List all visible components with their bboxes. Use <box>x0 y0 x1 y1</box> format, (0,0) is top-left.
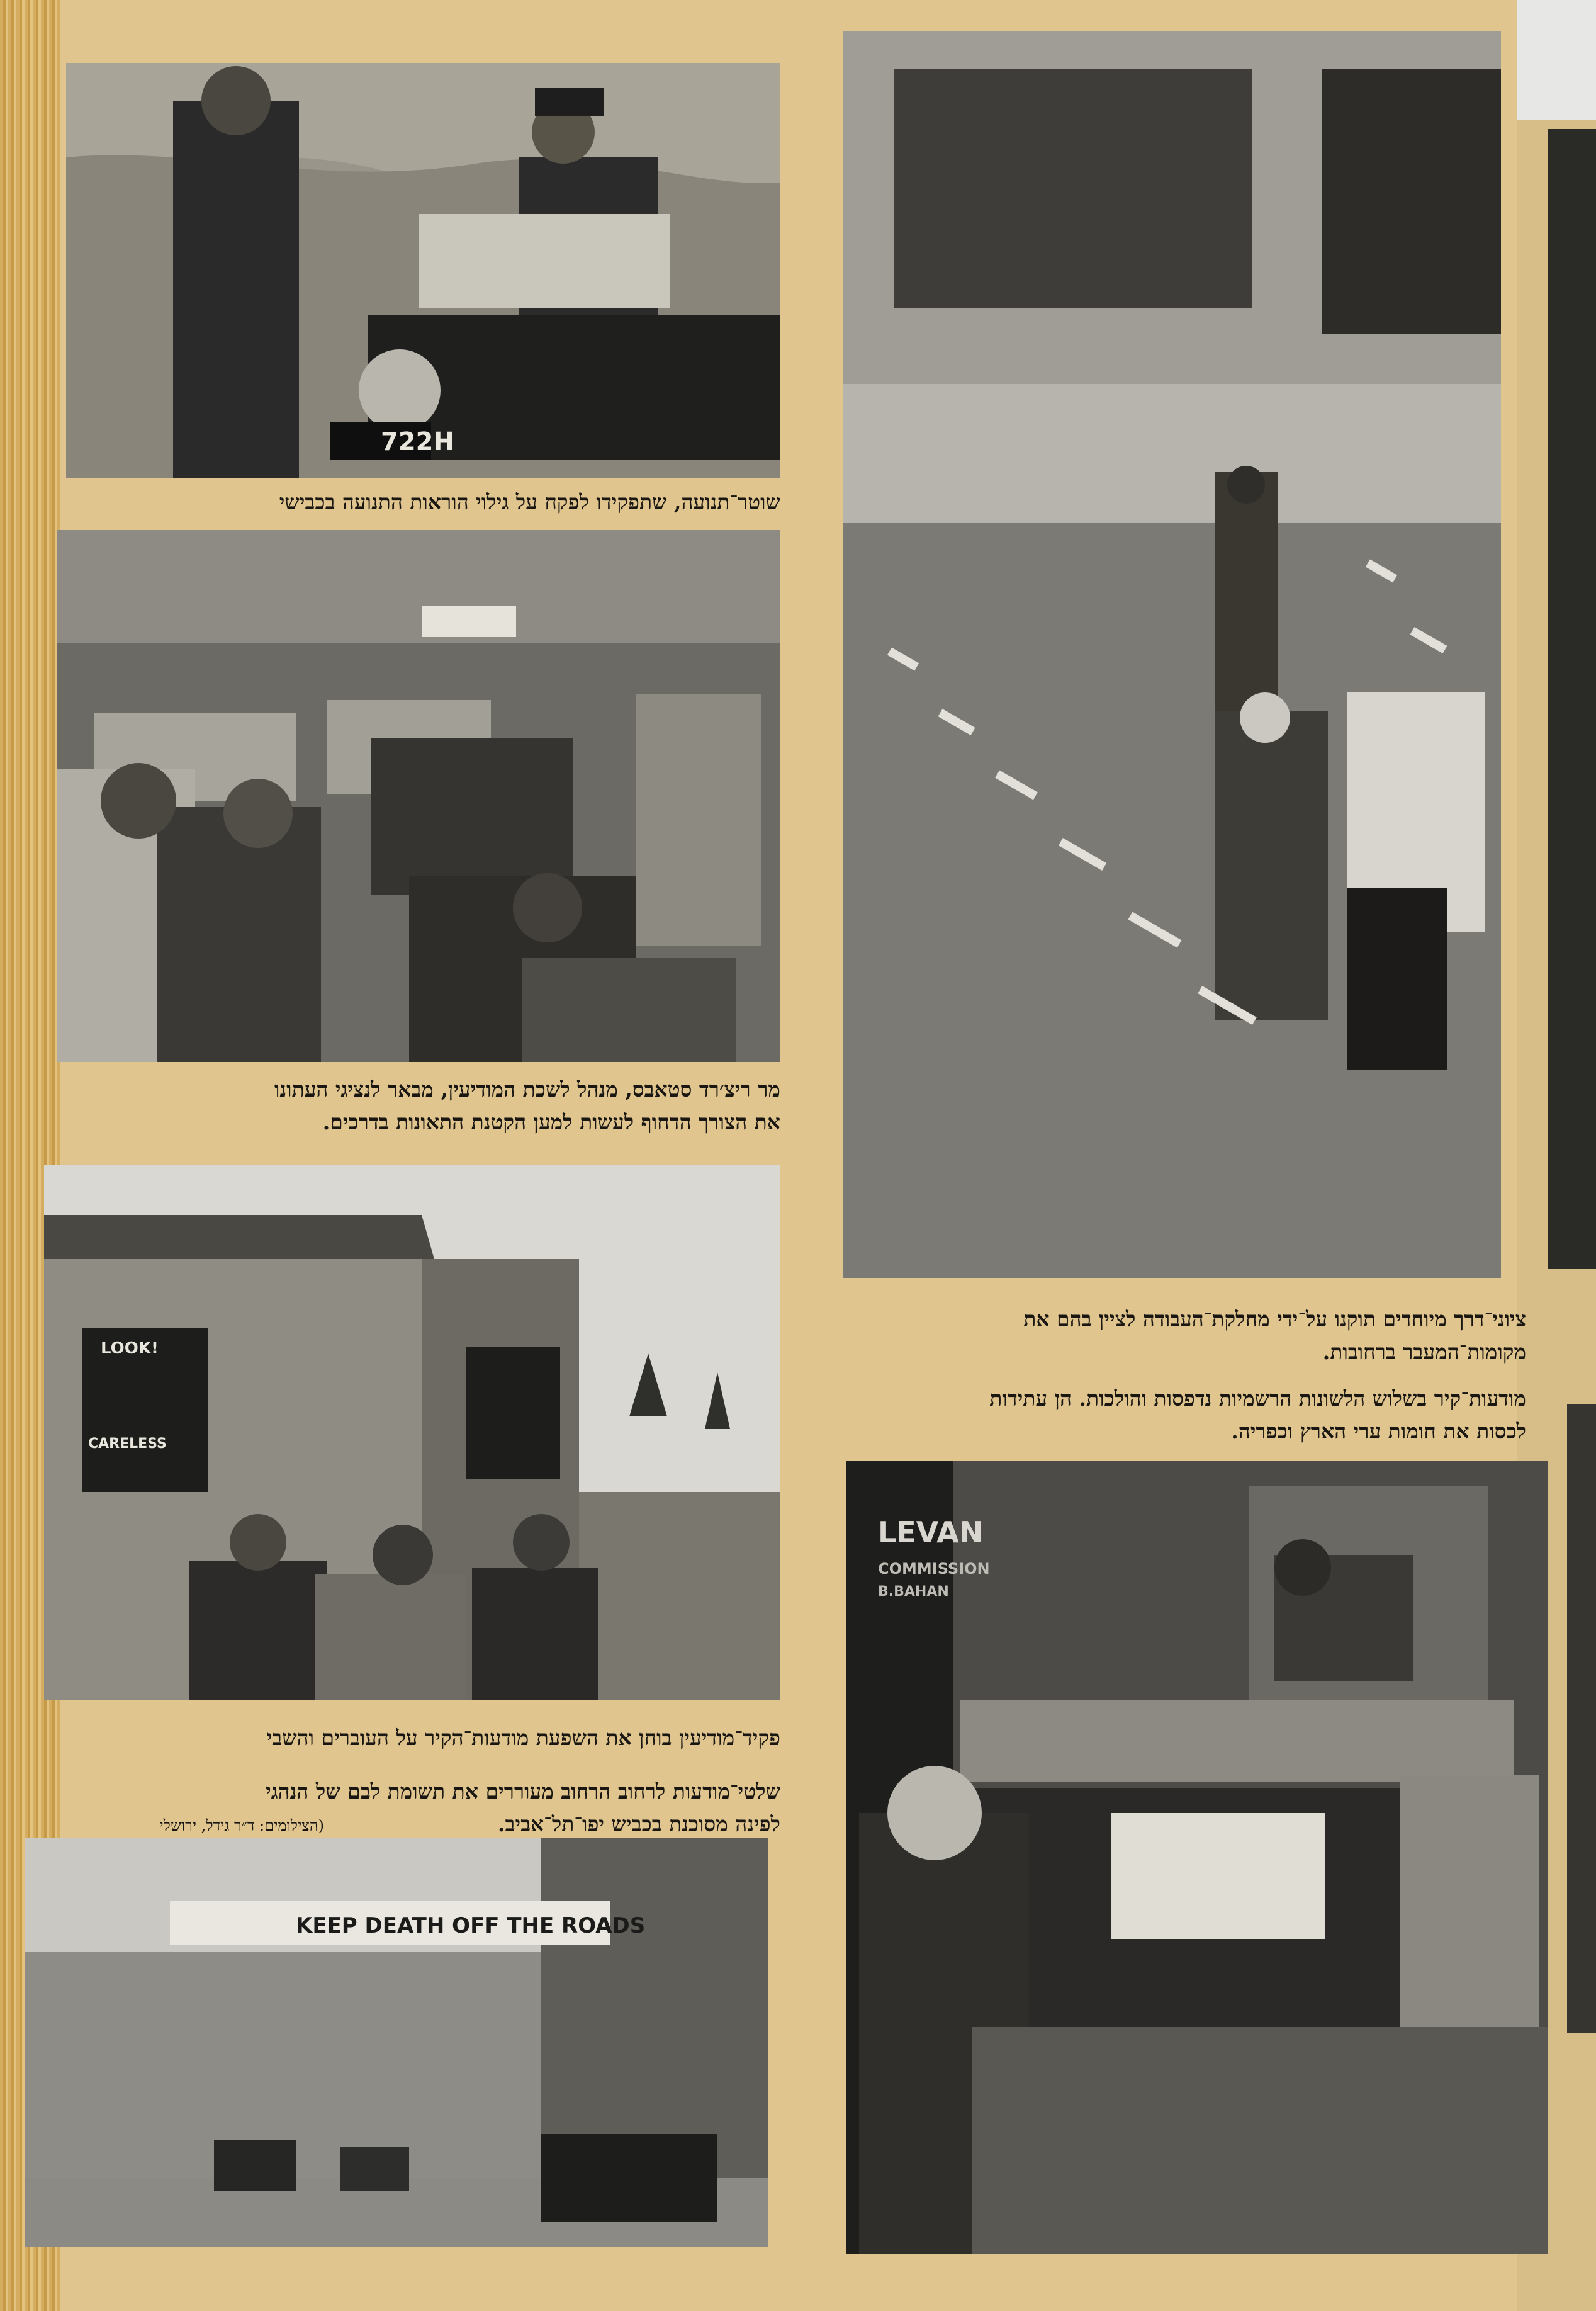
machine-brand-text: LEVAN <box>878 1515 984 1549</box>
photo-credit: (הצילומים: ד״ר גידל, ירושלי <box>159 1817 324 1834</box>
caption-stubbs-line-1: מר ריצ׳רד סטאבס, מנהל לשכת המודיעין, מבאר לנציגי העתונו <box>274 1077 780 1102</box>
photo-traffic-policeman <box>66 63 780 478</box>
caption-information-officer: פקיד־מודיעין בוחן את השפעת מודעות־הקיר על העוברים והשבי <box>266 1726 780 1750</box>
banner-text: KEEP DEATH OFF THE ROADS <box>296 1913 646 1938</box>
photo-wall-posters <box>44 1165 780 1700</box>
caption-stubbs-line-2: את הצורך הדחוף לעשות למען הקטנת התאונות בדרכים. <box>322 1110 780 1134</box>
photo-street-banner <box>25 1838 768 2247</box>
license-plate: 722H <box>381 427 454 456</box>
machine-sub-text: COMMISSION <box>878 1560 990 1578</box>
caption-crosswalk-line-2: מקומות־המעבר ברחובות. <box>1322 1340 1526 1364</box>
poster-careless-text: CARELESS <box>88 1436 167 1452</box>
photo-crosswalk-street <box>843 31 1501 1278</box>
photo-printing-press <box>846 1461 1548 2254</box>
caption-posters-line-2: לכסות את חומות ערי הארץ וכפריה. <box>1231 1419 1526 1444</box>
adjacent-page-photo-2 <box>1567 1404 1596 2033</box>
poster-look-text: LOOK! <box>101 1339 159 1358</box>
machine-sub2-text: B.BAHAN <box>878 1584 949 1600</box>
caption-crosswalk-line-1: ציוני־דרך מיוחדים תוקנו על־ידי מחלקת־העבודה לציין בהם את <box>1023 1307 1526 1331</box>
caption-posters-line-1: מודעות־קיר בשלוש הלשונות הרשמיות נדפסות והולכות. הן עתידות <box>989 1386 1526 1411</box>
adjacent-page-photo <box>1548 129 1596 1269</box>
caption-signs-line-2: לפינה מסוכנת בכביש יפו־תל־אביב. <box>498 1812 780 1836</box>
caption-traffic-police: שוטר־תנועה, שתפקידו לפקח על גילוי הוראות התנועה בכבישי <box>279 490 780 514</box>
photo-press-meeting <box>57 530 780 1062</box>
caption-signs-line-1: שלטי־מודעות לרחוב הרחוב מעוררים את תשומת לבם של הנהגי <box>266 1779 780 1804</box>
